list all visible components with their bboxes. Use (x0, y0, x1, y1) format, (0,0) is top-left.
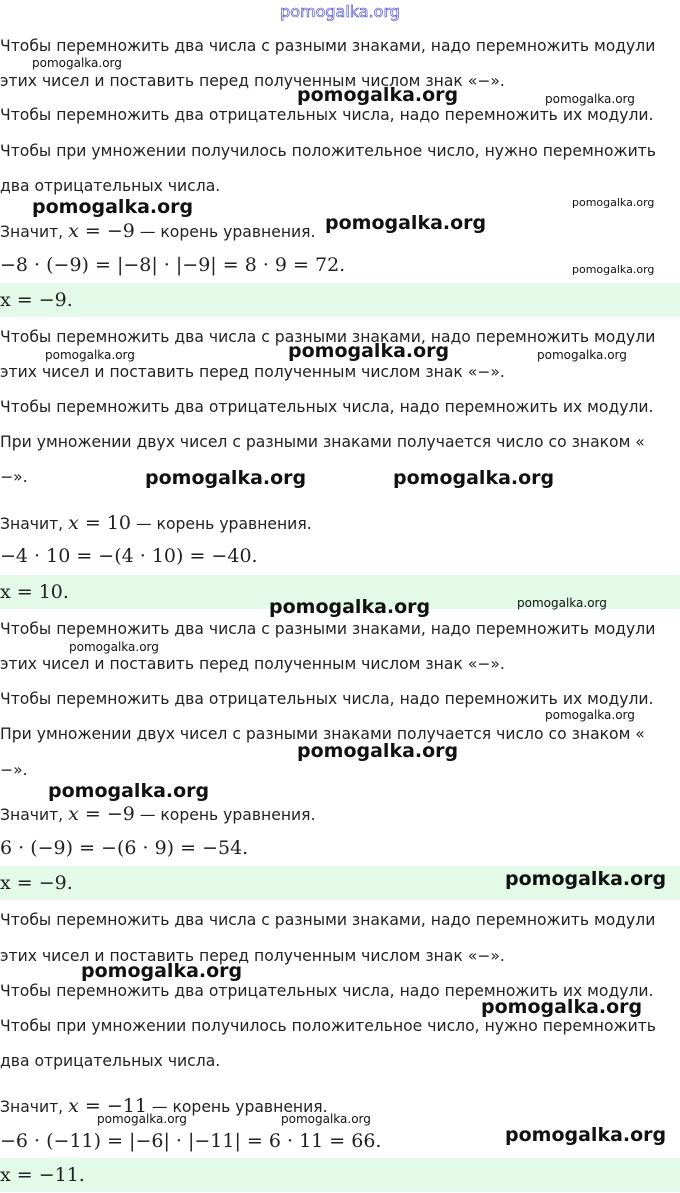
watermark: pomogalka.org (297, 84, 459, 106)
watermark: pomogalka.org (537, 348, 627, 362)
rule-different-signs-line2: этих чисел и поставить перед полученным числом знак «−». (0, 363, 505, 381)
watermark: pomogalka.org (81, 960, 243, 982)
rule-different-signs-line2: этих чисел и поставить перед полученным числом знак «−». (0, 947, 505, 965)
watermark: pomogalka.org (505, 868, 667, 890)
rule-different-signs-line2: этих чисел и поставить перед полученным числом знак «−». (0, 655, 505, 673)
rule-sign-line2: −». (0, 761, 28, 779)
answer-1: x = −9. (0, 289, 73, 311)
site-watermark-header: pomogalka.org (280, 2, 400, 21)
root-variable: x = 10 (68, 512, 132, 534)
rule-different-signs-line1: Чтобы перемножить два числа с разными знаками, надо перемножить модули (0, 37, 656, 55)
watermark: pomogalka.org (45, 348, 135, 362)
rule-two-negatives: Чтобы перемножить два отрицательных числа, надо перемножить их модули. (0, 690, 654, 708)
watermark: pomogalka.org (545, 708, 635, 722)
conclusion-prefix: Значит, (0, 1098, 64, 1116)
conclusion-prefix: Значит, (0, 806, 64, 824)
conclusion-prefix: Значит, (0, 223, 64, 241)
calculation-1: −8 · (−9) = |−8| · |−9| = 8 · 9 = 72. (0, 254, 346, 276)
watermark: pomogalka.org (572, 263, 655, 276)
answer-band-4 (0, 1158, 680, 1192)
watermark: pomogalka.org (69, 640, 159, 654)
answer-3: x = −9. (0, 872, 73, 894)
answer-4: x = −11. (0, 1164, 85, 1186)
watermark: pomogalka.org (325, 212, 487, 234)
root-variable: x = −9 (68, 803, 135, 825)
watermark: pomogalka.org (32, 56, 122, 70)
watermark: pomogalka.org (48, 780, 210, 802)
root-value: −9 (106, 803, 135, 825)
rule-positive-product-line1: Чтобы при умножении получилось положительное число, нужно перемножить (0, 1017, 656, 1035)
conclusion-1 (0, 221, 316, 242)
conclusion-3 (0, 804, 316, 825)
watermark: pomogalka.org (545, 92, 635, 106)
answer-band-1 (0, 283, 680, 317)
conclusion-2 (0, 513, 312, 534)
root-value: −11 (106, 1095, 147, 1117)
rule-sign-line1: При умножении двух чисел с разными знаками получается число со знаком « (0, 433, 645, 451)
watermark: pomogalka.org (269, 596, 431, 618)
rule-different-signs-line2: этих чисел и поставить перед полученным числом знак «−». (0, 72, 505, 90)
conclusion-suffix: — корень уравнения. (151, 1098, 328, 1116)
rule-different-signs-line1: Чтобы перемножить два числа с разными знаками, надо перемножить модули (0, 328, 656, 346)
conclusion-suffix: — корень уравнения. (139, 806, 316, 824)
root-variable: x = −11 (68, 1095, 147, 1117)
rule-two-negatives: Чтобы перемножить два отрицательных числа, надо перемножить их модули. (0, 398, 654, 416)
rule-two-negatives: Чтобы перемножить два отрицательных числа, надо перемножить их модули. (0, 106, 654, 124)
calculation-3: 6 · (−9) = −(6 · 9) = −54. (0, 837, 249, 859)
watermark: pomogalka.org (97, 1112, 187, 1126)
watermark: pomogalka.org (145, 467, 307, 489)
answer-2: x = 10. (0, 581, 69, 603)
rule-two-negatives: Чтобы перемножить два отрицательных числа, надо перемножить их модули. (0, 982, 654, 1000)
watermark: pomogalka.org (281, 1112, 371, 1126)
root-value: −9 (106, 220, 135, 242)
rule-positive-product-line2: два отрицательных числа. (0, 177, 221, 195)
rule-different-signs-line1: Чтобы перемножить два числа с разными знаками, надо перемножить модули (0, 911, 656, 929)
root-value: 10 (106, 512, 132, 534)
calculation-4: −6 · (−11) = |−6| · |−11| = 6 · 11 = 66. (0, 1130, 382, 1152)
rule-positive-product-line2: два отрицательных числа. (0, 1052, 221, 1070)
rule-sign-line1: При умножении двух чисел с разными знаками получается число со знаком « (0, 725, 645, 743)
conclusion-suffix: — корень уравнения. (139, 223, 316, 241)
watermark: pomogalka.org (517, 596, 607, 610)
rule-positive-product-line1: Чтобы при умножении получилось положительное число, нужно перемножить (0, 142, 656, 160)
rule-different-signs-line1: Чтобы перемножить два числа с разными знаками, надо перемножить модули (0, 620, 656, 638)
watermark: pomogalka.org (393, 467, 555, 489)
conclusion-prefix: Значит, (0, 515, 64, 533)
watermark: pomogalka.org (32, 196, 194, 218)
rule-sign-line2: −». (0, 468, 28, 486)
watermark: pomogalka.org (288, 340, 450, 362)
root-variable: x = −9 (68, 220, 135, 242)
watermark: pomogalka.org (297, 740, 459, 762)
watermark: pomogalka.org (481, 996, 643, 1018)
conclusion-suffix: — корень уравнения. (135, 515, 312, 533)
watermark: pomogalka.org (572, 196, 655, 209)
watermark: pomogalka.org (505, 1124, 667, 1146)
calculation-2: −4 · 10 = −(4 · 10) = −40. (0, 545, 258, 567)
